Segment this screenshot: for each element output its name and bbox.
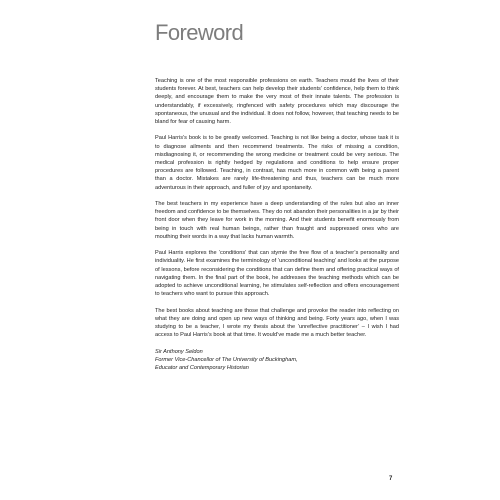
paragraph-1: Teaching is one of the most responsible professions on earth. Teachers mould the lives of their students forever. At best, teachers can help develop their students’ confidence, help them to think deeply, and encourage them to make the very most of their innate talents. The profession is understandably, if excessively, ringfenced with safety procedures which may discourage the spontaneous, the unusual and the individual. It does not follow, however, that teaching needs to be bland for fear of causing harm. [155,78,399,126]
foreword-body [155,77,399,372]
paragraph-3: The best teachers in my experience have a deep understanding of the rules but also an inner freedom and confidence to be themselves. They do not abandon their personalities in a jar by their front door when they leave for work in the morning. And their students benefit enormously from being in touch with real human beings, rather than fraught and suppressed ones who are mouthing their words in a way that lacks human warmth. [155,201,399,240]
author-signature [155,348,399,373]
signature-name: Sir Anthony Seldon [155,348,203,355]
paragraph-5: The best books about teaching are those that challenge and provoke the reader into reflecting on what they are doing and open up new ways of thinking and being. Forty years ago, when I was studying to be a teacher, I wrote my thesis about the ‘unreflective practitioner’ – I wish I had access to Paul Harris’s book at that time. It would’ve made me a much better teacher. [155,307,399,339]
paragraph-4: Paul Harris explores the ‘conditions’ that can stymie the free flow of a teacher’s personality and individuality. He first examines the terminology of ‘unconditional teaching’ and looks at the purpose of lessons, before reconsidering the conditions that can define them and offering practical ways of navigating them. In the final part of the book, he addresses the teaching methods which can be adopted to achieve unconditional learning, he stimulates self-reflection and offers encouragement to teachers who want to pursue this approach. [155,250,399,298]
page-number: 7 [389,476,393,482]
signature-title-line-2: Educator and Contemporary Historian [155,365,249,372]
signature-title-line-1: Former Vice-Chancellor of The University of Buckingham, [155,356,298,363]
paragraph-2: Paul Harris’s book is to be greatly welcomed. Teaching is not like being a doctor, whose task it is to diagnose ailments and then recommend treatments. The risks of missing a condition, misdiagnosing it, or recommending the wrong medicine or treatment could be very serious. The medical profession is rightly hedged by regulations and conditions to help ensure proper procedures are followed. Teaching, in contrast, has much more in common with being a parent than a doctor. Mistakes are rarely life-threatening and thus, teachers can be much more adventurous in their approach, and fuller of joy and spontaneity. [155,135,399,191]
page-title: Foreword [155,20,244,45]
